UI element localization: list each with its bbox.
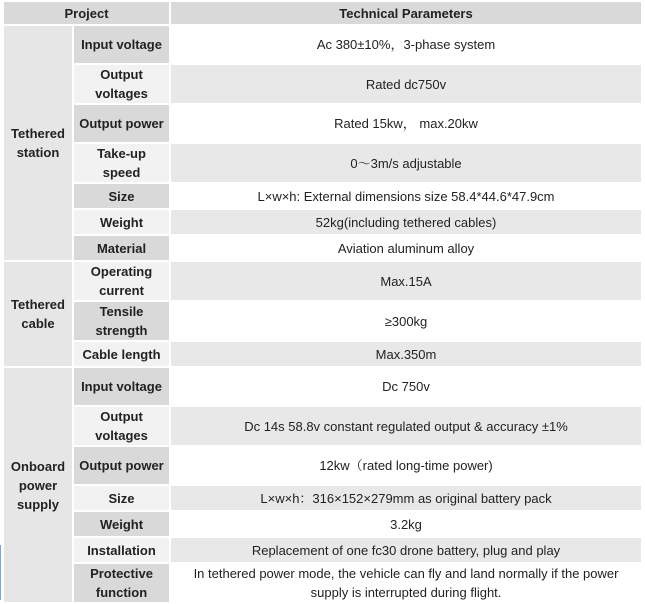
param-label: Operating current <box>74 262 169 300</box>
param-value: In tethered power mode, the vehicle can fly and land normally if the power supply is interrupted during flight. <box>171 564 641 602</box>
table-row <box>4 368 641 405</box>
param-label: Output power <box>74 105 169 142</box>
table-row <box>4 302 641 340</box>
header-project: Project <box>4 2 169 24</box>
param-value: 52kg(including tethered cables) <box>171 210 641 234</box>
param-label: Protective function <box>74 564 169 602</box>
param-value: Rated 15kw， max.20kw <box>171 105 641 142</box>
table-row <box>4 26 641 63</box>
param-label: Take-up speed <box>74 144 169 182</box>
param-label: Output voltages <box>74 65 169 103</box>
table-row <box>4 486 641 510</box>
group-onboard-power-supply: Onboard power supply <box>4 368 72 602</box>
param-label: Cable length <box>74 342 169 366</box>
table-row <box>4 184 641 208</box>
group-tethered-cable: Tethered cable <box>4 262 72 366</box>
table-row <box>4 342 641 366</box>
param-label: Weight <box>74 210 169 234</box>
param-label: Installation <box>74 538 169 562</box>
spec-table <box>2 0 643 604</box>
param-value: L×w×h：316×152×279mm as original battery pack <box>171 486 641 510</box>
param-label: Size <box>74 486 169 510</box>
param-label: Input voltage <box>74 26 169 63</box>
param-value: Dc 14s 58.8v constant regulated output & accuracy ±1% <box>171 407 641 445</box>
param-value: Aviation aluminum alloy <box>171 236 641 260</box>
param-value: 3.2kg <box>171 512 641 536</box>
param-label: Output power <box>74 447 169 484</box>
param-value: 0～3m/s adjustable <box>171 144 641 182</box>
param-value: Dc 750v <box>171 368 641 405</box>
param-value: L×w×h: External dimensions size 58.4*44.6*47.9cm <box>171 184 641 208</box>
param-value: Rated dc750v <box>171 65 641 103</box>
table-row <box>4 538 641 562</box>
table-row <box>4 236 641 260</box>
param-label: Size <box>74 184 169 208</box>
param-value: Replacement of one fc30 drone battery, plug and play <box>171 538 641 562</box>
param-value: ≥300kg <box>171 302 641 340</box>
table-row <box>4 447 641 484</box>
param-value: Max.350m <box>171 342 641 366</box>
param-label: Weight <box>74 512 169 536</box>
param-value: Ac 380±10%，3-phase system <box>171 26 641 63</box>
param-label: Output voltages <box>74 407 169 445</box>
header-technical-parameters: Technical Parameters <box>171 2 641 24</box>
table-row <box>4 65 641 103</box>
window-edge-line <box>0 545 1 600</box>
table-row <box>4 407 641 445</box>
table-row <box>4 564 641 602</box>
param-label: Tensile strength <box>74 302 169 340</box>
group-tethered-station: Tethered station <box>4 26 72 260</box>
param-value: 12kw（rated long-time power) <box>171 447 641 484</box>
table-row <box>4 105 641 142</box>
table-row <box>4 144 641 182</box>
table-row <box>4 512 641 536</box>
table-row <box>4 262 641 300</box>
param-label: Material <box>74 236 169 260</box>
param-value: Max.15A <box>171 262 641 300</box>
header-row <box>4 2 641 24</box>
table-row <box>4 210 641 234</box>
param-label: Input voltage <box>74 368 169 405</box>
